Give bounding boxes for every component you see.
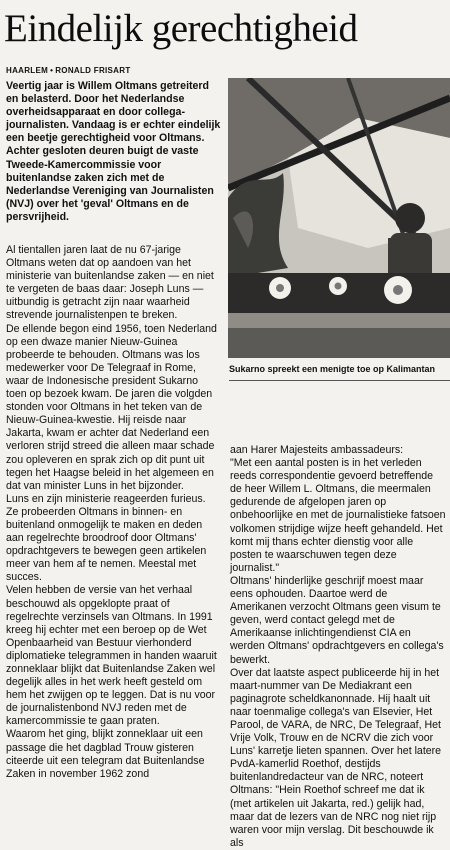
paragraph: Luns en zijn ministerie reageerden furieus. Ze probeerden Oltmans in binnen- en buitenland onmogelijk te maken en deden aan regelrechte broodroof door Oltmans' opdrachtgevers te bewegen geen artikelen meer van hem af te nemen. Meestal met succes. [6,492,207,584]
paragraph: Over dat laatste aspect publiceerde hij in het maart-nummer van De Mediakrant een paginagrote scheldkanonnade. Hij haalt uit naar toenmalige collega's van Elsevier, Het Parool, de VARA, de NRC, De Telegraaf, Het Vrije Volk, Trouw en de NCRV die zich voor Luns' karretje lieten spannen. Over het latere PvdA-kamerlid Roethof, destijds buitenlandredacteur van de NRC, noteert Oltmans: "Hein Roethof schreef me dat ik (met artikelen uit Jakarta, red.) gelijk had, maar dat de lezers van de NRC nog niet rijp waren voor mijn verslag. Dit beschouwde ik als [230,666,442,849]
byline-place: HAARLEM [6,66,49,75]
paragraph: "Met een aantal posten is in het verleden reeds correspondentie gevoerd betreffende de heer Willem L. Oltmans, die meermalen gedurende de afgelopen jaren op onbehoorlijke en met de journalistieke fatsoen volkomen strijdige wijze heeft gehandeld. Het komt mij thans echter dienstig voor alle posten te waarschuwen tegen deze journalist." [230,457,446,574]
paragraph: De ellende begon eind 1956, toen Nederland op een dwaze manier Nieuw-Guinea probeerde te behouden. Oltmans was los medewerker voor De Telegraaf in Rome, waar de Indonesische president Sukarno toen op bezoek kwam. De jaren die volgden stonden voor Oltmans in het teken van de Nieuw-Guinea-kwestie. Hij reisde naar Jakarta, kwam er achter dat Nederland een verloren strijd streed die alleen maar schade zou opleveren en sprak zich op dit punt uit tegen het Haagse beleid in het algemeen en dat van minister Luns in het bijzonder. [6,322,217,492]
photo-caption: Sukarno spreekt een menigte toe op Kalimantan [229,364,436,374]
paragraph: aan Harer Majesteits ambassadeurs: [230,444,404,456]
photo-image [228,78,450,358]
paragraph: Waarom het ging, blijkt zonneklaar uit een passage die het dagblad Trouw gisteren citeerde uit een telegram dat Buitenlandse Zaken in november 1962 zond [6,728,205,780]
byline-separator-icon: • [50,66,54,75]
body-column-2 [230,444,446,850]
news-photo [228,78,450,358]
byline-author: RONALD FRISART [55,66,131,75]
byline [6,66,131,75]
body-column-1 [6,244,220,781]
lead-paragraph: Veertig jaar is Willem Oltmans getreiterd en belasterd. Door het Nederlandse overheidsapparaat en door collega-journalisten. Vandaag is er echter eindelijk een beetje gerechtigheid voor Oltmans. Achter gesloten deuren buigt de vaste Tweede-Kamercommissie voor buitenlandse zaken zich met de Nederlandse Vereniging van Journalisten (NVJ) over het 'geval' Oltmans en de persvrijheid. [6,80,221,223]
paragraph: Al tientallen jaren laat de nu 67-jarige Oltmans weten dat op aandoen van het ministerie van buitenlandse zaken — en niet te vergeten de baas daar: Joseph Luns — uitbundig is getracht zijn naar waarheid strevende journalistenpen te breken. [6,244,214,322]
paragraph: Velen hebben de versie van het verhaal beschouwd als opgeklopte praat of regelrechte verzinsels van Oltmans. In 1991 kreeg hij echter met een beroep op de Wet Openbaarheid van Bestuur vierhonderd diplomatieke telegrammen in handen waaruit zonneklaar blijkt dat Buitenlandse Zaken wel degelijk alles in het werk heeft gesteld om hem het zwijgen op te leggen. Dat is nu voor de journalistenbond NVJ reden met de kamercommissie te gaan praten. [6,584,217,728]
caption-divider [229,380,450,381]
paragraph: Oltmans' hinderlijke geschrijf moest maar eens ophouden. Daartoe werd de Amerikanen verzocht Oltmans geen visum te geven, werd contact gelegd met de Amerikaanse inlichtingendienst CIA en werden Oltmans' opdrachtgevers en collega's bewerkt. [230,574,444,666]
headline: Eindelijk gerechtigheid [4,7,358,50]
